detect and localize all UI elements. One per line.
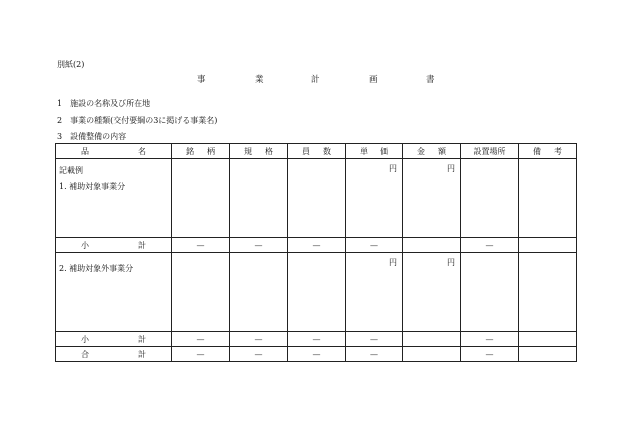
dash-cell: — (172, 332, 230, 347)
table-cell (461, 159, 519, 238)
dash-cell: — (230, 347, 288, 362)
yen-unit: 円 (447, 258, 455, 267)
title-char-2: 業 (255, 75, 264, 85)
subtotal-row (56, 332, 577, 347)
header-kosu: 員 数 (288, 144, 346, 159)
dash-cell: — (230, 332, 288, 347)
dash-cell: — (346, 238, 403, 253)
subtotal-label: 小 計 (56, 332, 172, 347)
dash-cell: — (288, 347, 346, 362)
table-cell (403, 347, 461, 362)
header-tanka: 単 価 (346, 144, 403, 159)
title-char-4: 画 (369, 75, 378, 85)
table-cell (519, 253, 577, 332)
subtotal-row (56, 238, 577, 253)
section2-cell (56, 253, 172, 332)
table-cell (288, 253, 346, 332)
section2-label: 2. 補助対象外事業分 (59, 264, 134, 273)
header-kikaku: 規 格 (230, 144, 288, 159)
table-cell (346, 253, 403, 332)
yen-unit: 円 (447, 164, 455, 173)
subtotal-label: 小 計 (56, 238, 172, 253)
table-cell (288, 159, 346, 238)
table-cell (403, 253, 461, 332)
table-cell (519, 332, 577, 347)
dash-cell: — (230, 238, 288, 253)
table-cell (519, 238, 577, 253)
total-label: 合 計 (56, 347, 172, 362)
table-cell (346, 159, 403, 238)
dash-cell: — (288, 332, 346, 347)
table-row (56, 159, 577, 238)
title-char-1: 事 (197, 75, 206, 85)
dash-cell: — (346, 332, 403, 347)
yen-unit: 円 (389, 164, 397, 173)
section1-label: 1. 補助対象事業分 (59, 182, 126, 191)
title-char-3: 計 (311, 75, 320, 85)
table-cell (403, 159, 461, 238)
total-row (56, 347, 577, 362)
table-cell (461, 253, 519, 332)
dash-cell: — (288, 238, 346, 253)
dash-cell: — (172, 347, 230, 362)
table-cell (172, 159, 230, 238)
table-cell (172, 253, 230, 332)
table-cell (519, 159, 577, 238)
item-facility-name: 1 施設の名称及び所在地 (57, 99, 151, 108)
table-row (56, 253, 577, 332)
table-cell (230, 253, 288, 332)
annex-label: 別紙(2) (57, 60, 85, 69)
dash-cell: — (461, 332, 519, 347)
table-cell (519, 347, 577, 362)
table-header-row (56, 144, 577, 159)
equipment-table (55, 143, 577, 362)
dash-cell: — (172, 238, 230, 253)
table-cell (403, 332, 461, 347)
item-business-type: 2 事業の種類(交付要綱の3に掲げる事業名) (57, 116, 218, 125)
header-biko: 備 考 (519, 144, 577, 159)
header-kingaku: 金 額 (403, 144, 461, 159)
header-basho: 設置場所 (461, 144, 519, 159)
dash-cell: — (346, 347, 403, 362)
section1-cell (56, 159, 172, 238)
yen-unit: 円 (389, 258, 397, 267)
dash-cell: — (461, 238, 519, 253)
header-hinmei: 品 名 (56, 144, 172, 159)
dash-cell: — (461, 347, 519, 362)
table-cell (230, 159, 288, 238)
header-meigara: 銘 柄 (172, 144, 230, 159)
item-equipment-content: 3 設備整備の内容 (57, 132, 127, 141)
example-label: 記載例 (59, 166, 83, 175)
table-cell (403, 238, 461, 253)
title-char-5: 書 (426, 75, 435, 85)
